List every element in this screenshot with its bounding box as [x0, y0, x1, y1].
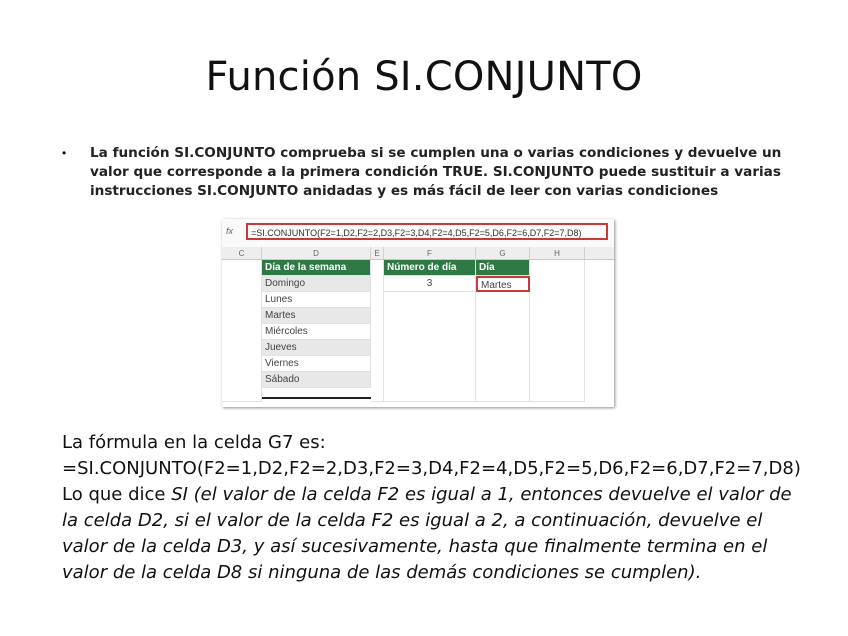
explanation-italic-2: la celda D2, si el valor de la celda F2 es igual a 2, a continuación, devuelve el: [62, 510, 763, 531]
empty-column-e: [371, 260, 384, 402]
empty-column-g: [476, 292, 530, 402]
bullet-dot: •: [62, 146, 67, 160]
explanation-italic-4: valor de la celda D8 si ninguna de las demás condiciones se cumplen).: [62, 562, 702, 583]
header-dia[interactable]: Día: [476, 260, 530, 276]
empty-column-f: [384, 292, 476, 402]
formula-input[interactable]: =SI.CONJUNTO(F2=1,D2,F2=2,D3,F2=3,D4,F2=4,D5,F2=5,D6,F2=6,D7,F2=7,D8): [246, 223, 608, 240]
slide-title: Función SI.CONJUNTO: [205, 54, 643, 100]
column-header-d[interactable]: D: [262, 247, 371, 260]
column-header-h[interactable]: H: [530, 247, 585, 260]
explanation-formula: =SI.CONJUNTO(F2=1,D2,F2=2,D3,F2=3,D4,F2=4,D5,F2=5,D6,F2=6,D7,F2=7,D8): [62, 458, 801, 479]
explanation-line-1: La fórmula en la celda G7 es:: [62, 432, 326, 453]
explanation-text: [62, 430, 822, 586]
column-header-e[interactable]: E: [371, 247, 384, 260]
day-cell[interactable]: Viernes: [262, 356, 371, 372]
cell-g2-result[interactable]: Martes: [476, 276, 530, 292]
column-header-f[interactable]: F: [384, 247, 476, 260]
day-cell[interactable]: Martes: [262, 308, 371, 324]
bullet-text: La función SI.CONJUNTO comprueba si se cumplen una o varias condiciones y devuelve un valor que corresponde a la primera condición TRUE. SI.CONJUNTO puede sustituir a varias instrucciones SI.CONJUNTO anidadas y es más fácil de leer con varias condiciones: [90, 145, 782, 199]
day-cell[interactable]: Lunes: [262, 292, 371, 308]
empty-column-h: [530, 260, 585, 402]
empty-column-c: [222, 260, 262, 402]
column-header-c[interactable]: C: [222, 247, 262, 260]
explanation-line-3: [62, 482, 822, 508]
fx-icon: fx: [226, 226, 234, 236]
column-header-blank: [585, 247, 614, 260]
day-cell[interactable]: Miércoles: [262, 324, 371, 340]
day-cell[interactable]: Domingo: [262, 276, 371, 292]
day-cell[interactable]: Sábado: [262, 372, 371, 388]
column-header-g[interactable]: G: [476, 247, 530, 260]
header-numero-dia[interactable]: Número de día: [384, 260, 476, 276]
formula-bar: [222, 219, 614, 247]
cell-f2[interactable]: 3: [384, 276, 476, 292]
header-dia-semana[interactable]: Día de la semana: [262, 260, 371, 276]
spreadsheet-screenshot: [222, 219, 614, 407]
explanation-lead: Lo que dice: [62, 484, 172, 505]
explanation-italic-1: SI (el valor de la celda F2 es igual a 1, entonces devuelve el valor de: [171, 484, 792, 505]
day-cell[interactable]: Jueves: [262, 340, 371, 356]
explanation-italic-3: valor de la celda D3, y así sucesivamente, hasta que finalmente termina en el: [62, 536, 768, 557]
table-bottom-border: [262, 397, 371, 399]
